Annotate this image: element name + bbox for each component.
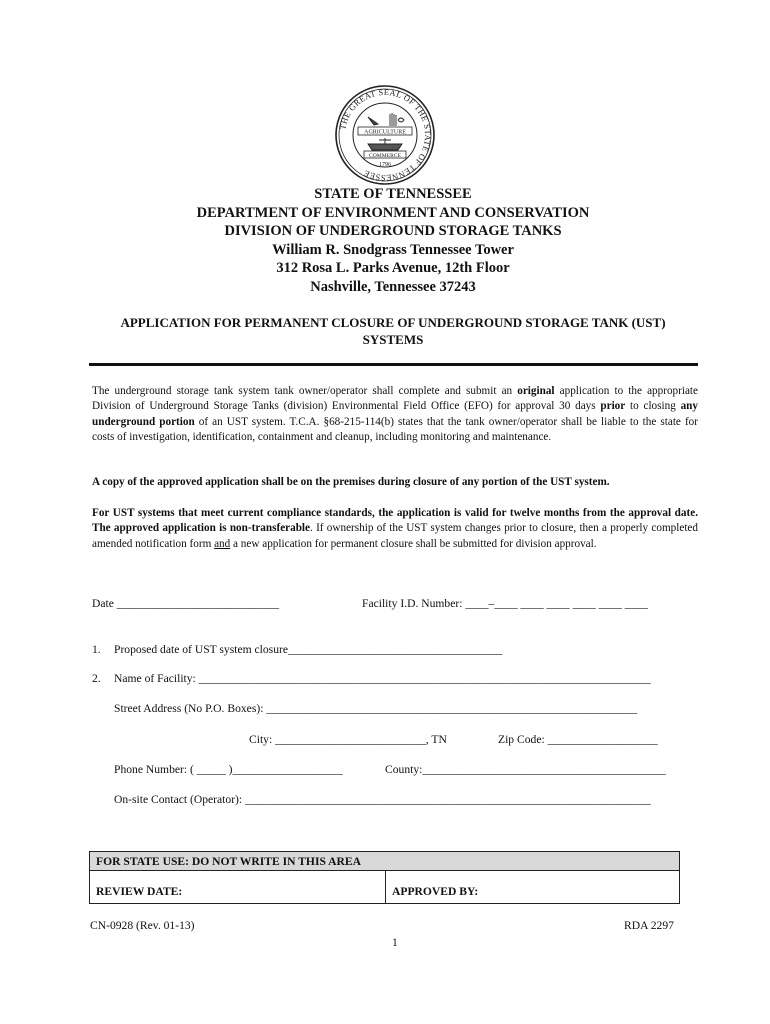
header-street: 312 Rosa L. Parks Avenue, 12th Floor [276,260,510,276]
validity-paragraph [92,506,698,552]
onsite-contact-field[interactable]: On-site Contact (Operator): ______________________________________________________________________ [114,793,651,806]
validity-underline-and: and [214,537,231,550]
header-department: DEPARTMENT OF ENVIRONMENT AND CONSERVATION [196,205,590,221]
header-city: Nashville, Tennessee 37243 [310,279,476,295]
item-1-number: 1. [92,643,101,656]
intro-text-1: The underground storage tank system tank owner/operator shall complete and submit an [92,385,518,397]
header-state: STATE OF TENNESSEE [314,186,472,202]
tennessee-state-seal [334,84,436,186]
zip-code-field[interactable]: Zip Code: ___________________ [498,733,658,746]
form-title-line1: APPLICATION FOR PERMANENT CLOSURE OF UNDERGROUND STORAGE TANK (UST) [120,315,666,330]
review-date-cell: REVIEW DATE: [90,871,386,903]
header-building: William R. Snodgrass Tennessee Tower [272,242,514,258]
validity-bold: For UST systems that meet current compliance standards, the application is valid for twelve months from the approval date. The approved application is non-transferable [92,507,698,535]
date-field[interactable]: Date ____________________________ [92,597,280,610]
form-number: CN-0928 (Rev. 01-13) [90,919,195,932]
validity-text-2: a new application for permanent closure shall be submitted for division approval. [230,537,597,550]
state-use-box [89,851,680,904]
facility-name-field[interactable]: Name of Facility: ______________________________________________________________________________ [114,672,651,685]
city-field[interactable]: City: __________________________, TN [249,733,447,746]
street-address-field[interactable]: Street Address (No P.O. Boxes): ________________________________________________________________ [114,702,638,715]
state-use-heading: FOR STATE USE: DO NOT WRITE IN THIS AREA [90,852,679,871]
intro-bold-prior: prior [600,400,626,413]
rda-number: RDA 2297 [624,919,674,932]
seal-year-text: 1796 [379,162,391,168]
intro-paragraph [92,384,698,446]
validity-text-1: . If ownership of the UST system changes prior to closure, then a properly completed amended notification form [92,522,698,550]
intro-text-3: to closing [625,400,681,413]
header-division: DIVISION OF UNDERGROUND STORAGE TANKS [224,223,562,239]
intro-text-2: application to the appropriate Division of Underground Storage Tanks (division) Environmental Field Office (EFO) for approval 30 days [92,385,699,413]
phone-number-field[interactable]: Phone Number: ( _____ )___________________ [114,763,343,776]
facility-id-field[interactable]: Facility I.D. Number: ____–____ ____ ____ ____ ____ ____ [362,597,648,610]
premises-notice: A copy of the approved application shall be on the premises during closure of any portion of the UST system. [92,476,610,488]
seal-agriculture-text: AGRICULTURE [364,129,406,136]
county-field[interactable]: County:__________________________________________ [385,763,666,776]
form-title-line2: SYSTEMS [362,332,424,347]
page-number: 1 [392,936,398,949]
seal-commerce-text: COMMERCE [368,152,402,159]
intro-bold-original: original [517,385,555,397]
item-2-number: 2. [92,672,101,685]
intro-bold-portion: any underground portion [92,400,698,428]
approved-by-cell: APPROVED BY: [392,885,479,898]
closure-date-field[interactable]: Proposed date of UST system closure_____________________________________ [114,643,503,656]
seal-outer-text: THE GREAT SEAL OF THE STATE OF TENNESSEE [338,87,433,183]
intro-text-4: of an UST system. T.C.A. §68-215-114(b) states that the tank owner/operator shall be liable to the state for costs of investigation, identification, containment and cleanup, including monitoring and maintenance. [92,415,698,444]
title-divider [89,363,698,366]
